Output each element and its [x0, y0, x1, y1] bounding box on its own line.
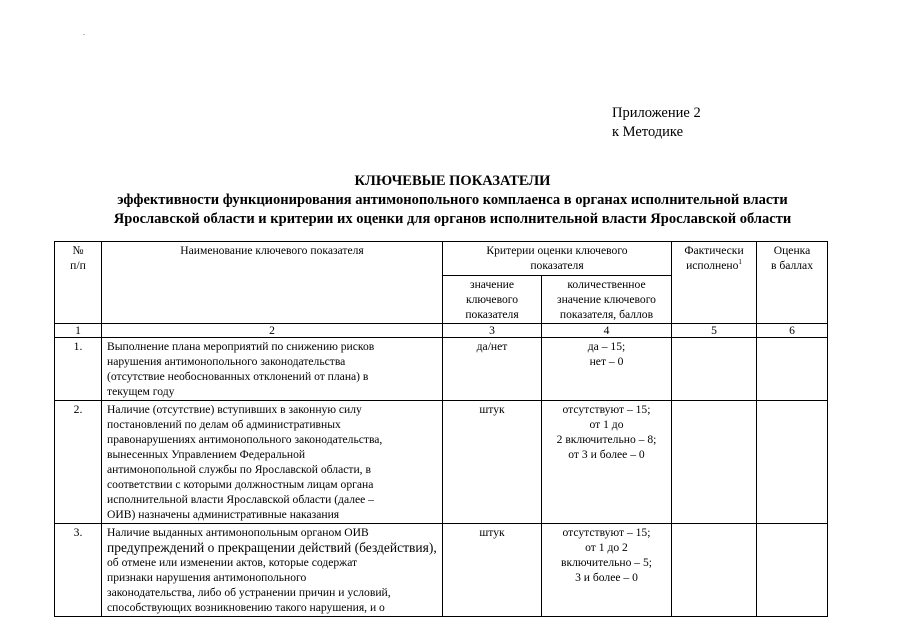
- subtitle-line-2: Ярославской области и критерии их оценки для органов исполнительной власти Ярославской области: [113, 211, 792, 227]
- indicator-name: Выполнение плана мероприятий по снижению рисков нарушения антимонопольного законодательства (отсутствие необоснованных отклонений от плана) в текущем году: [102, 338, 443, 401]
- header-criteria: Критерии оценки ключевого показателя: [443, 242, 672, 276]
- table-row: [55, 524, 828, 617]
- actual-cell: [672, 401, 757, 524]
- row-number: 3.: [55, 524, 102, 617]
- row-number: 1.: [55, 338, 102, 401]
- indicator-value: штук: [443, 524, 542, 617]
- actual-cell: [672, 338, 757, 401]
- appendix-number: Приложение 2: [612, 105, 701, 121]
- actual-cell: [672, 524, 757, 617]
- document-subtitle: [0, 191, 905, 229]
- column-number: 1: [55, 324, 102, 338]
- column-number: 2: [102, 324, 443, 338]
- appendix-note: [612, 104, 701, 142]
- header-row-top: [55, 242, 828, 276]
- indicator-value: штук: [443, 401, 542, 524]
- row-number: 2.: [55, 401, 102, 524]
- score-cell: [757, 401, 828, 524]
- column-number: 5: [672, 324, 757, 338]
- indicator-value: да/нет: [443, 338, 542, 401]
- scan-speck: [83, 34, 85, 35]
- header-score: Оценка в баллах: [757, 242, 828, 324]
- footnote-marker: 1: [738, 258, 742, 267]
- column-number-row: [55, 324, 828, 338]
- table-row: [55, 338, 828, 401]
- score-cell: [757, 338, 828, 401]
- indicator-name: Наличие выданных антимонопольным органом ОИВ предупреждений о прекращении действий (бездействия), об отмене или изменении актов, которые содержат признаки нарушения антимонопольного законодательства, либо об устранении причин и условий, способствующих возникновению такого нарушения, и о: [102, 524, 443, 617]
- header-name: Наименование ключевого показателя: [102, 242, 443, 324]
- subtitle-line-1: эффективности функционирования антимонопольного комплаенса в органах исполнительной власти: [117, 192, 788, 208]
- header-actual: Фактически исполнено$^1$: [672, 242, 757, 324]
- kpi-table: [54, 241, 828, 617]
- document-title: КЛЮЧЕВЫЕ ПОКАЗАТЕЛИ: [354, 173, 551, 189]
- indicator-quantity: да – 15; нет – 0: [542, 338, 672, 401]
- column-number: 4: [542, 324, 672, 338]
- indicator-quantity: отсутствуют – 15; от 1 до 2 включительно – 5; 3 и более – 0: [542, 524, 672, 617]
- appendix-reference: к Методике: [612, 124, 684, 140]
- header-quantity: количественное значение ключевого показателя, баллов: [542, 276, 672, 324]
- indicator-name: Наличие (отсутствие) вступивших в законную силу постановлений по делам об административных правонарушениях антимонопольного законодательства, вынесенных Управлением Федеральной антимонопольной службы по Ярославской области, в соответствии с которыми должностным лицам органа исполнительной власти Ярославской области (далее – ОИВ) назначены административные наказания: [102, 401, 443, 524]
- header-num: № п/п: [55, 242, 102, 324]
- column-number: 3: [443, 324, 542, 338]
- header-value: значение ключевого показателя: [443, 276, 542, 324]
- score-cell: [757, 524, 828, 617]
- table-row: [55, 401, 828, 524]
- indicator-quantity: отсутствуют – 15; от 1 до 2 включительно – 8; от 3 и более – 0: [542, 401, 672, 524]
- column-number: 6: [757, 324, 828, 338]
